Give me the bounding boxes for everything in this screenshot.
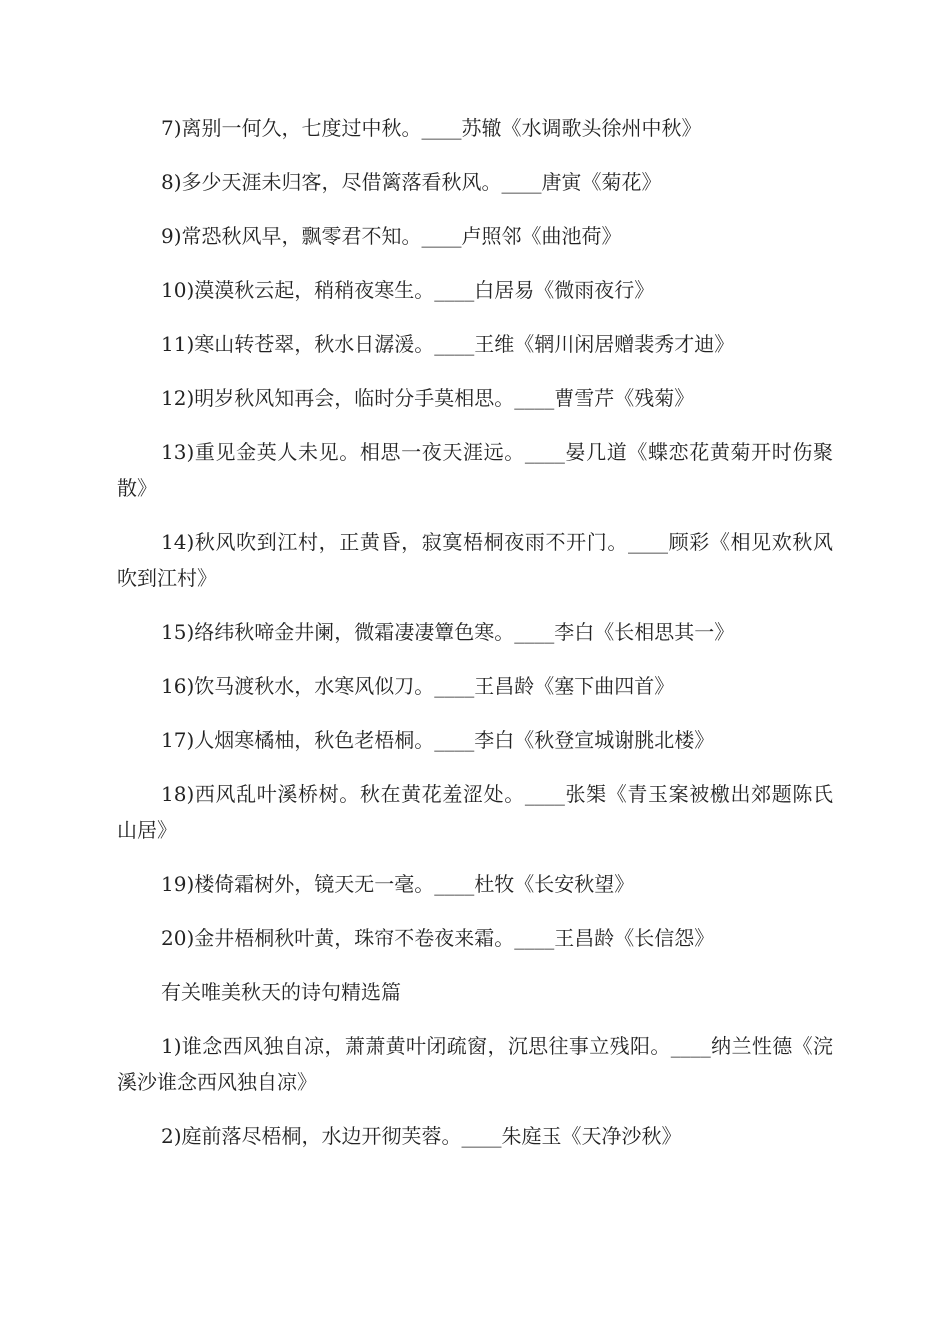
poem-line-14: 14)秋风吹到江村，正黄昏，寂寞梧桐夜雨不开门。____顾彩《相见欢秋风吹到江村》 [117,530,833,590]
poem-line-11: 11)寒山转苍翠，秋水日潺湲。____王维《辋川闲居赠裴秀才迪》 [161,332,735,356]
section-poem-line-1: 1)谁念西风独自凉，萧萧黄叶闭疏窗，沉思往事立残阳。____纳兰性德《浣溪沙谁念西风独自凉》 [117,1034,833,1094]
document-body [117,110,833,1172]
poem-line-18: 18)西风乱叶溪桥树。秋在黄花羞涩处。____张榘《青玉案被檄出郊题陈氏山居》 [117,782,833,842]
poem-line-9: 9)常恐秋风早，飘零君不知。____卢照邻《曲池荷》 [161,224,622,248]
poem-line-12: 12)明岁秋风知再会，临时分手莫相思。____曹雪芹《残菊》 [161,386,695,410]
poem-line-13: 13)重见金英人未见。相思一夜天涯远。____晏几道《蝶恋花黄菊开时伤聚散》 [117,440,833,500]
poem-line-20: 20)金井梧桐秋叶黄，珠帘不卷夜来霜。____王昌龄《长信怨》 [161,926,715,950]
poem-line-7: 7)离别一何久，七度过中秋。____苏辙《水调歌头徐州中秋》 [161,116,702,140]
poem-line-15: 15)络纬秋啼金井阑，微霜凄凄簟色寒。____李白《长相思其一》 [161,620,735,644]
poem-line-16: 16)饮马渡秋水，水寒风似刀。____王昌龄《塞下曲四首》 [161,674,675,698]
poem-line-8: 8)多少天涯未归客，尽借篱落看秋风。____唐寅《菊花》 [161,170,662,194]
section-poem-line-2: 2)庭前落尽梧桐，水边开彻芙蓉。____朱庭玉《天净沙秋》 [161,1124,682,1148]
poem-line-17: 17)人烟寒橘柚，秋色老梧桐。____李白《秋登宣城谢朓北楼》 [161,728,715,752]
poem-line-10: 10)漠漠秋云起，稍稍夜寒生。____白居易《微雨夜行》 [161,278,655,302]
section-heading: 有关唯美秋天的诗句精选篇 [161,980,401,1004]
poem-line-19: 19)楼倚霜树外，镜天无一毫。____杜牧《长安秋望》 [161,872,635,896]
